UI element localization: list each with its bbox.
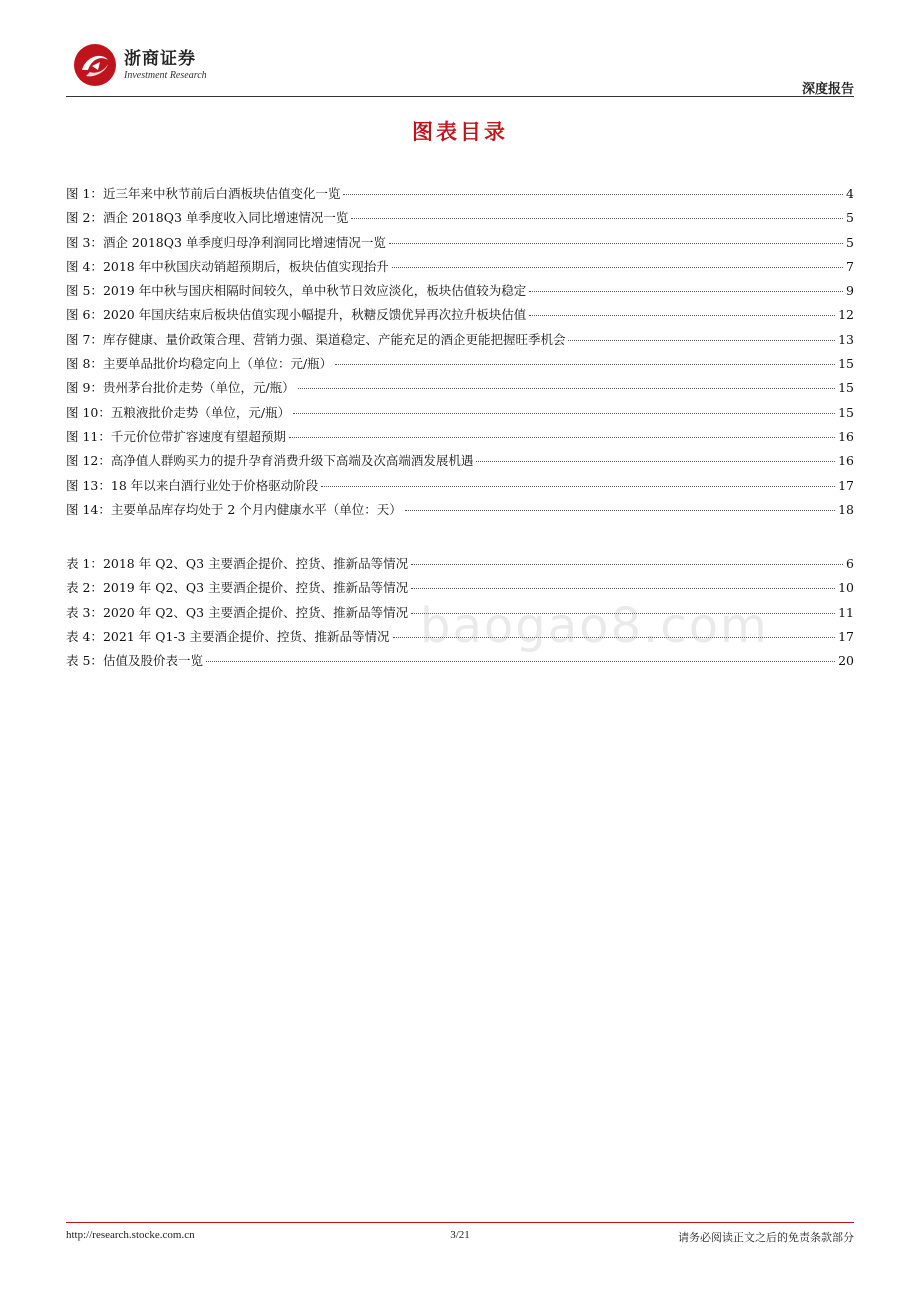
toc-entry-page: 5 bbox=[846, 210, 854, 226]
toc-entry-title: 库存健康、量价政策合理、营销力强、渠道稳定、产能充足的酒企更能把握旺季机会 bbox=[102, 331, 566, 347]
toc-entry[interactable] bbox=[66, 451, 854, 475]
toc-dot-leader bbox=[529, 315, 835, 316]
toc-dot-leader bbox=[206, 661, 835, 662]
toc-dot-leader bbox=[289, 437, 835, 438]
toc-entry-label: 表 4： bbox=[66, 628, 103, 644]
toc-dot-leader bbox=[392, 267, 843, 268]
toc-entry-label: 图 3： bbox=[66, 234, 103, 250]
toc-entry[interactable] bbox=[66, 184, 854, 208]
toc-entry-page: 15 bbox=[838, 404, 854, 420]
toc-entry-label: 表 3： bbox=[66, 604, 103, 620]
toc-entry-title: 高净值人群购买力的提升孕育消费升级下高端及次高端酒发展机遇 bbox=[110, 453, 474, 469]
toc-entry-title: 主要单品库存均处于 2 个月内健康水平（单位：天） bbox=[110, 501, 402, 517]
toc-dot-leader bbox=[529, 291, 843, 292]
toc-dot-leader bbox=[476, 461, 835, 462]
toc-dot-leader bbox=[351, 218, 843, 219]
toc-entry[interactable] bbox=[66, 281, 854, 305]
toc-entry-page: 7 bbox=[846, 258, 854, 274]
toc-entry[interactable] bbox=[66, 403, 854, 427]
toc-entry-title: 2019 年 Q2、Q3 主要酒企提价、控货、推新品等情况 bbox=[102, 580, 409, 596]
toc-entry[interactable] bbox=[66, 305, 854, 329]
toc-entry[interactable] bbox=[66, 378, 854, 402]
toc-entry-title: 五粮液批价走势（单位，元/瓶） bbox=[110, 404, 291, 420]
toc-entry-page: 18 bbox=[838, 501, 854, 517]
toc-entry-title: 2020 年 Q2、Q3 主要酒企提价、控货、推新品等情况 bbox=[102, 604, 409, 620]
toc-entry-page: 16 bbox=[838, 428, 854, 444]
toc-entry-label: 图 9： bbox=[66, 380, 103, 396]
toc-entry-label: 图 8： bbox=[66, 356, 103, 372]
toc-entry-label: 图 14： bbox=[66, 501, 111, 517]
toc-entry-label: 图 6： bbox=[66, 307, 103, 323]
toc-entry-title: 近三年来中秋节前后白酒板块估值变化一览 bbox=[102, 186, 341, 201]
company-logo-icon bbox=[72, 42, 118, 88]
toc-entry-label: 图 12： bbox=[66, 453, 111, 469]
toc-entry-title: 贵州茅台批价走势（单位，元/瓶） bbox=[102, 380, 295, 396]
toc-entry-label: 图 5： bbox=[66, 283, 103, 299]
toc-entry-label: 图 13： bbox=[66, 477, 111, 493]
toc-entry-page: 5 bbox=[846, 234, 854, 250]
toc-entry-title: 18 年以来白酒行业处于价格驱动阶段 bbox=[110, 477, 319, 493]
toc-entry-page: 6 bbox=[846, 556, 854, 571]
toc-entry-page: 9 bbox=[846, 283, 854, 299]
toc-dot-leader bbox=[321, 486, 835, 487]
watermark: baogao8.com bbox=[420, 598, 769, 654]
toc-entry-page: 4 bbox=[846, 186, 854, 201]
toc-dot-leader bbox=[293, 413, 835, 414]
report-type-label: 深度报告 bbox=[801, 82, 854, 97]
toc-entry[interactable] bbox=[66, 427, 854, 451]
toc-dot-leader bbox=[298, 388, 835, 389]
toc-dot-leader bbox=[405, 510, 835, 511]
toc-entry-title: 2019 年中秋与国庆相隔时间较久，单中秋节日效应淡化，板块估值较为稳定 bbox=[102, 283, 527, 299]
toc-dot-leader bbox=[335, 364, 835, 365]
toc-entry-label: 表 2： bbox=[66, 580, 103, 596]
toc-entry-title: 千元价位带扩容速度有望超预期 bbox=[110, 428, 286, 444]
toc-entry[interactable] bbox=[66, 354, 854, 378]
toc-entry-label: 图 7： bbox=[66, 331, 103, 347]
footer-page-number: 3/21 bbox=[450, 1229, 470, 1241]
toc-entry-page: 15 bbox=[838, 356, 854, 372]
toc-entry-label: 图 11： bbox=[66, 428, 111, 444]
toc-entry[interactable] bbox=[66, 554, 854, 578]
toc-entry-page: 15 bbox=[838, 380, 854, 396]
toc-entry[interactable] bbox=[66, 476, 854, 500]
toc-entry-page: 17 bbox=[838, 477, 854, 493]
toc-entry-title: 酒企 2018Q3 单季度收入同比增速情况一览 bbox=[102, 210, 349, 226]
footer-disclaimer-note: 请务必阅读正文之后的免责条款部分 bbox=[678, 1231, 854, 1244]
brand-name-en: Investment Research bbox=[124, 70, 207, 81]
toc-entry-title: 2018 年 Q2、Q3 主要酒企提价、控货、推新品等情况 bbox=[102, 556, 409, 571]
toc-entry[interactable] bbox=[66, 330, 854, 354]
header-divider bbox=[66, 96, 854, 97]
toc-entry-title: 酒企 2018Q3 单季度归母净利润同比增速情况一览 bbox=[102, 234, 386, 250]
toc-entry-label: 图 2： bbox=[66, 210, 103, 226]
toc-dot-leader bbox=[343, 194, 843, 195]
toc-entry-label: 图 4： bbox=[66, 258, 103, 274]
toc-dot-leader bbox=[411, 588, 835, 589]
page-title: 图表目录 bbox=[412, 120, 508, 144]
toc-entry[interactable] bbox=[66, 233, 854, 257]
figure-list bbox=[66, 184, 854, 524]
toc-entry-page: 12 bbox=[838, 307, 854, 323]
toc-entry-title: 主要单品批价均稳定向上（单位：元/瓶） bbox=[102, 356, 333, 372]
toc-entry-page: 17 bbox=[838, 628, 854, 644]
brand-name-cn: 浙商证券 bbox=[124, 49, 196, 69]
page-header bbox=[66, 40, 854, 98]
toc-entry[interactable] bbox=[66, 500, 854, 524]
toc-entry-page: 10 bbox=[838, 580, 854, 596]
toc-entry-title: 2020 年国庆结束后板块估值实现小幅提升，秋糖反馈优异再次拉升板块估值 bbox=[102, 307, 527, 323]
toc-entry-page: 16 bbox=[838, 453, 854, 469]
toc-entry[interactable] bbox=[66, 257, 854, 281]
toc-entry-label: 表 1： bbox=[66, 556, 103, 571]
toc-entry[interactable] bbox=[66, 651, 854, 675]
toc-dot-leader bbox=[568, 340, 835, 341]
toc-dot-leader bbox=[389, 243, 843, 244]
toc-entry-label: 图 1： bbox=[66, 186, 103, 201]
toc-entry[interactable] bbox=[66, 208, 854, 232]
toc-entry-title: 估值及股价表一览 bbox=[102, 653, 203, 669]
toc-dot-leader bbox=[411, 564, 843, 565]
footer-divider bbox=[66, 1222, 854, 1223]
toc-entry-title: 2018 年中秋国庆动销超预期后，板块估值实现抬升 bbox=[102, 258, 389, 274]
toc-entry-page: 11 bbox=[838, 604, 854, 620]
toc-entry-label: 图 10： bbox=[66, 404, 111, 420]
toc-entry-page: 20 bbox=[838, 653, 854, 669]
toc-entry-label: 表 5： bbox=[66, 653, 103, 669]
footer-url[interactable]: http://research.stocke.com.cn bbox=[66, 1229, 195, 1241]
toc-entry-title: 2021 年 Q1-3 主要酒企提价、控货、推新品等情况 bbox=[102, 628, 390, 644]
toc-entry-page: 13 bbox=[838, 331, 854, 347]
